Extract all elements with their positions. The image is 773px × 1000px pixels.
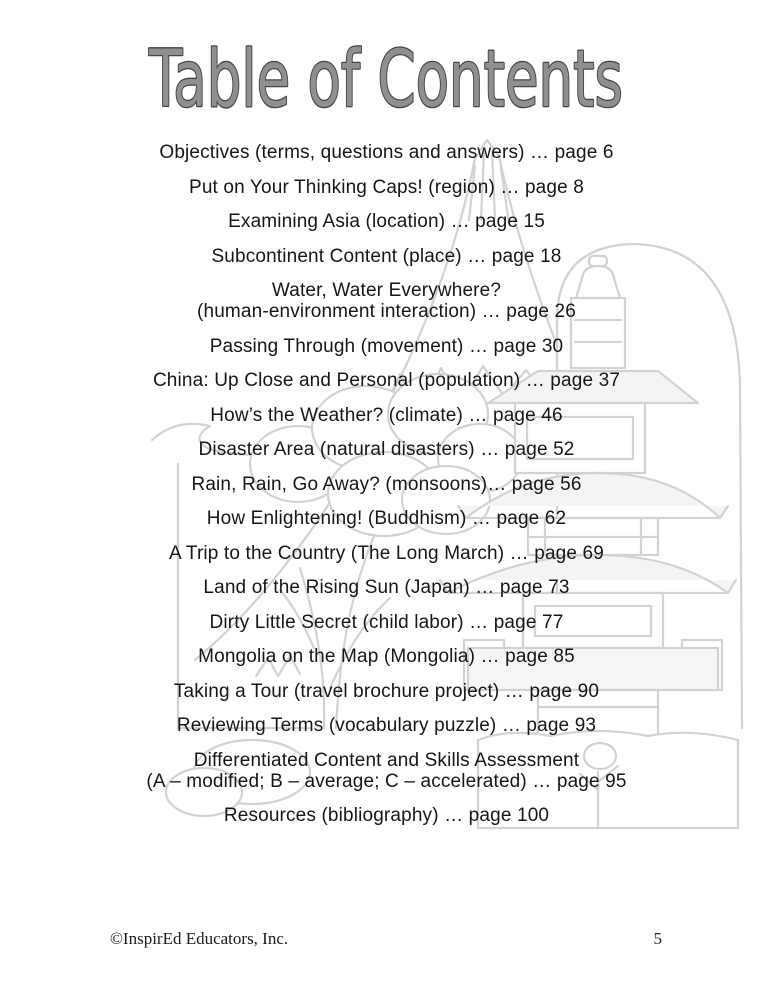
toc-entry [0,543,773,564]
toc-entry-line: Dirty Little Secret (child labor) … page 77 [209,611,564,633]
toc-entry [0,577,773,598]
toc-entry-line: Taking a Tour (travel brochure project) … page 90 [173,680,600,702]
page-number: 5 [653,929,662,948]
toc-entry-line: Subcontinent Content (place) … page 18 [211,245,562,267]
toc-entry [0,177,773,198]
toc-entry [0,681,773,702]
toc-entry [0,336,773,357]
toc-entry [0,612,773,633]
toc-entry [0,246,773,267]
publisher-credit: ©InspirEd Educators, Inc. [110,929,289,948]
toc-entry [0,280,773,322]
page-title: Table of Contents [148,35,624,125]
toc-entry-line: (A – modified; B – average; C – accelerated) … page 95 [146,770,627,792]
toc-entry-line: Disaster Area (natural disasters) … page 52 [198,439,575,460]
toc-entry-line: Water, Water Everywhere? [271,280,502,301]
toc-entry-line: China: Up Close and Personal (population) … page 37 [152,370,621,391]
toc-entry-line: Objectives (terms, questions and answers) … page 6 [159,142,614,163]
toc-entry-line: Put on Your Thinking Caps! (region) … page 8 [189,176,584,198]
toc-entry-line: Resources (bibliography) … page 100 [223,805,550,826]
page-footer [0,929,773,949]
toc-entry-line: Rain, Rain, Go Away? (monsoons)… page 56 [191,473,582,495]
toc-entry-line: Passing Through (movement) … page 30 [209,335,564,357]
toc-entry-line: Differentiated Content and Skills Assessment [193,749,580,771]
toc-entry-line: (human-environment interaction) … page 26 [197,301,576,322]
toc-entry [0,211,773,232]
toc-entry-line: Reviewing Terms (vocabulary puzzle) … page 93 [176,715,597,736]
toc-entry [0,805,773,826]
toc-entry-line: How Enlightening! (Buddhism) … page 62 [206,508,567,529]
toc-entry [0,474,773,495]
toc-list [0,142,773,840]
toc-entry [0,750,773,792]
toc-entry [0,508,773,529]
toc-entry [0,370,773,391]
page-title-wrap [0,28,773,133]
toc-entry-line: A Trip to the Country (The Long March) … page 69 [169,542,604,564]
toc-entry [0,439,773,460]
toc-entry [0,715,773,736]
toc-entry-line: Examining Asia (location) … page 15 [228,211,545,232]
toc-entry [0,646,773,667]
toc-entry-line: How’s the Weather? (climate) … page 46 [210,404,563,426]
toc-entry [0,405,773,426]
toc-entry [0,142,773,163]
page-title-art [0,28,773,128]
toc-entry-line: Mongolia on the Map (Mongolia) … page 85 [198,646,575,667]
toc-entry-line: Land of the Rising Sun (Japan) … page 73 [203,577,570,598]
